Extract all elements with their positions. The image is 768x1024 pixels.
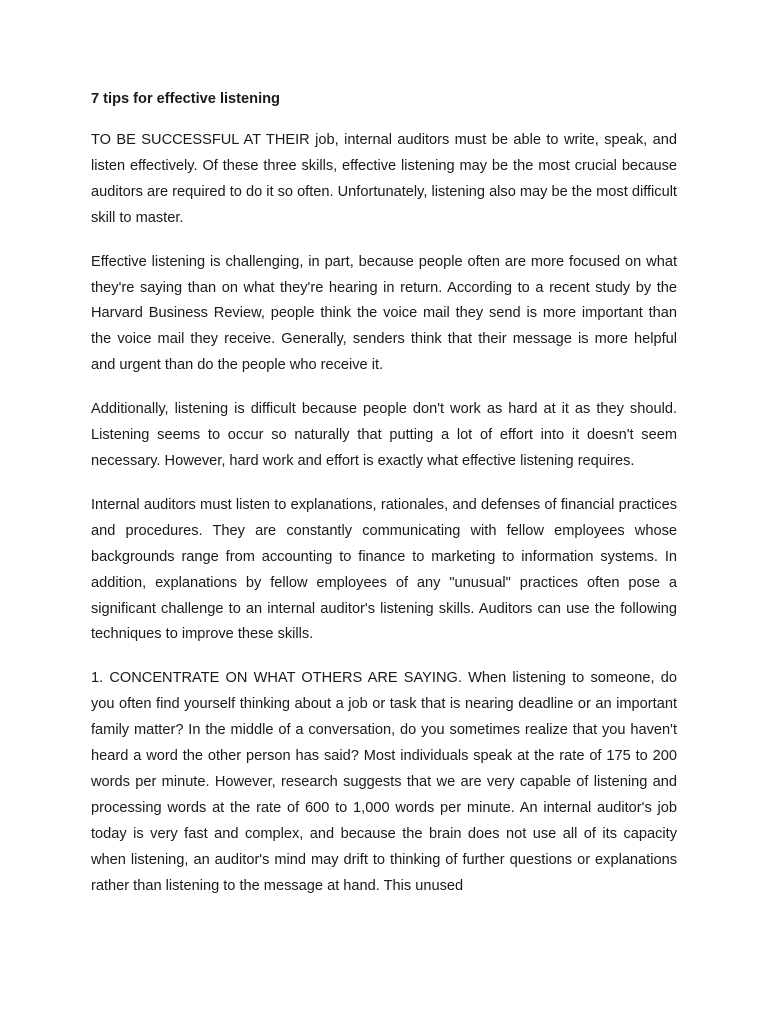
document-title: 7 tips for effective listening xyxy=(91,91,280,107)
paragraph-challenge: Effective listening is challenging, in part, because people often are more focused on what they're saying than on what they're hearing in return. According to a recent study by the Harvard Business Review, people think the voice mail they send is more important than the voice mail they receive. Generally, senders think that their message is more helpful and urgent than do the people who receive it. xyxy=(91,253,677,374)
paragraph-tip-1: 1. CONCENTRATE ON WHAT OTHERS ARE SAYING. When listening to someone, do you often find yourself thinking about a job or task that is nearing deadline or an important family matter? In the middle of a conversation, do you sometimes realize that you haven't heard a word the other person has said? Most individuals speak at the rate of 175 to 200 words per minute. However, research suggests that we are very capable of listening and processing words at the rate of 600 to 1,000 words per minute. An internal auditor's job today is very fast and complex, and because the brain does not use all of its capacity when listening, an auditor's mind may drift to thinking of further questions or explanations rather than listening to the message at hand. This unused xyxy=(91,670,677,894)
paragraph-auditors: Internal auditors must listen to explanations, rationales, and defenses of financial practices and procedures. They are constantly communicating with fellow employees whose backgrounds range from accounting to finance to marketing to information systems. In addition, explanations by fellow employees of any "unusual" practices often pose a significant challenge to an internal auditor's listening skills. Auditors can use the following techniques to improve these skills. xyxy=(91,496,677,643)
paragraph-difficulty: Additionally, listening is difficult because people don't work as hard at it as they should. Listening seems to occur so naturally that putting a lot of effort into it doesn't seem necessary. However, hard work and effort is exactly what effective listening requires. xyxy=(91,401,677,469)
document-page xyxy=(91,88,677,917)
paragraph-intro: TO BE SUCCESSFUL AT THEIR job, internal auditors must be able to write, speak, and listen effectively. Of these three skills, effective listening may be the most crucial because auditors are required to do it so often. Unfortunately, listening also may be the most difficult skill to master. xyxy=(91,132,677,226)
